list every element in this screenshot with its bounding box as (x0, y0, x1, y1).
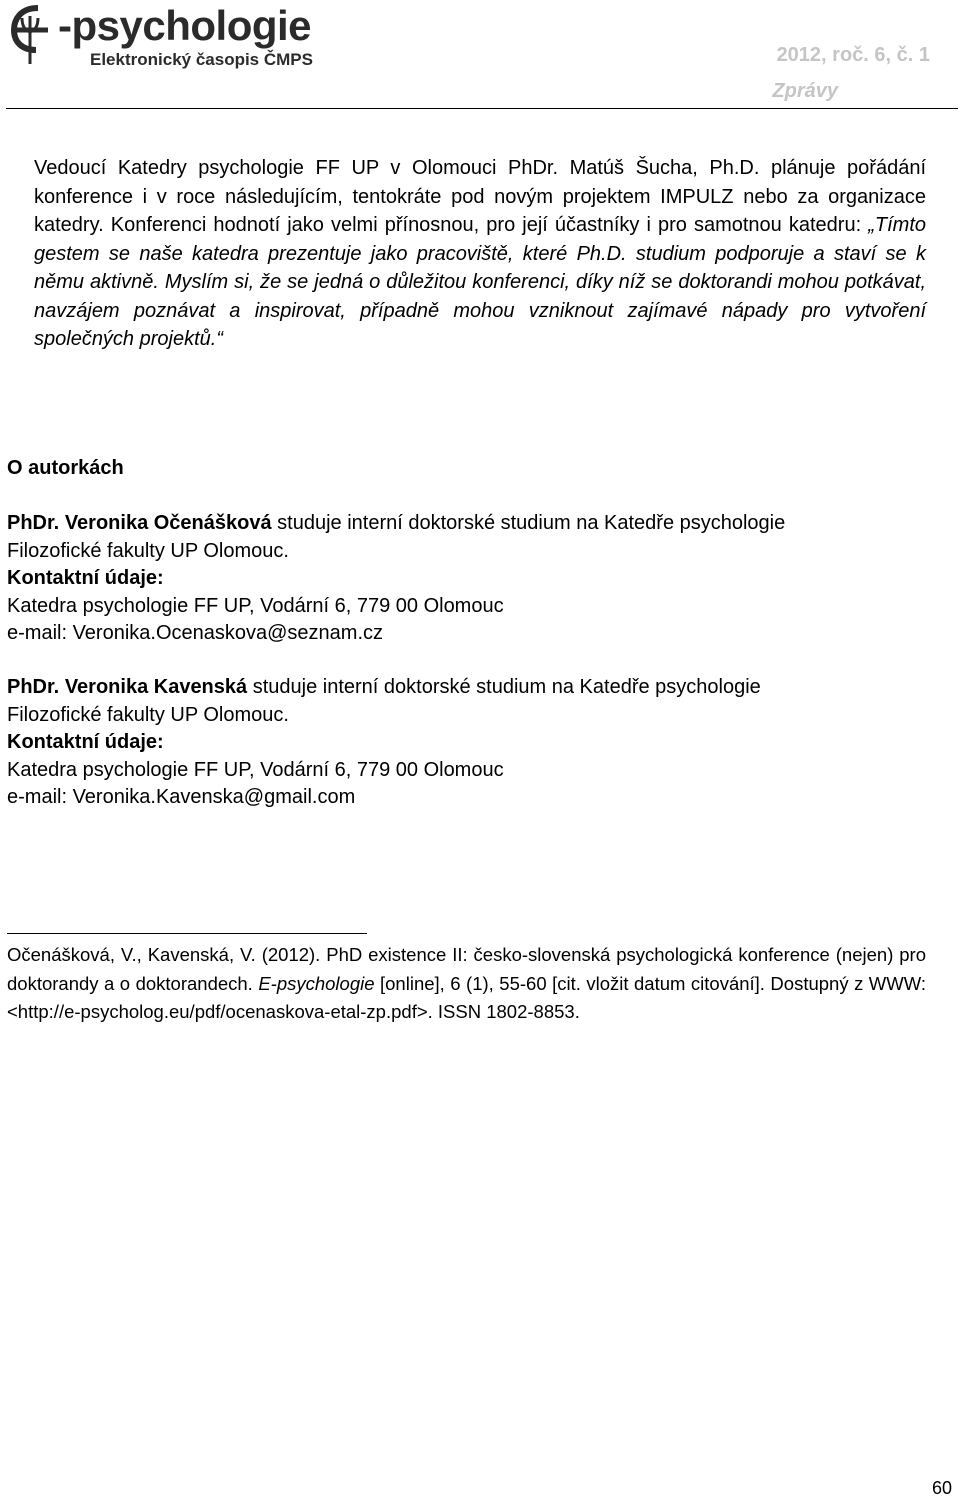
logo-title: -psychologie (58, 2, 312, 49)
author-address: Katedra psychologie FF UP, Vodární 6, 779 00 Olomouc (7, 758, 504, 781)
author-description-cont: Filozofické fakulty UP Olomouc. (7, 539, 289, 562)
author-email[interactable]: e-mail: Veronika.Kavenska@gmail.com (7, 786, 356, 808)
author-name: Veronika Očenášková (64, 512, 272, 534)
authors-heading: O autorkách (7, 457, 124, 479)
intro-first-line (7, 154, 926, 354)
contact-label: Kontaktní údaje: (7, 567, 164, 589)
author-block (7, 674, 937, 812)
author-block (7, 510, 937, 648)
journal-logo (8, 2, 358, 76)
citation-text-rest: [online], 6 (1), 55-60 [cit. vložit datum citování]. Dostupný z WWW: <http://e-psycholog.eu/pdf/ocenaskova-etal-zp.pdf>. ISSN 1802-8853. (7, 972, 926, 1022)
citation-block (7, 941, 926, 1027)
author-email[interactable]: e-mail: Veronika.Ocenaskova@seznam.cz (7, 622, 384, 644)
citation-journal: E-psychologie (258, 972, 375, 994)
author-address: Katedra psychologie FF UP, Vodární 6, 779 00 Olomouc (7, 594, 504, 617)
page-number: 60 (931, 1478, 952, 1498)
e-psi-logo-icon (8, 2, 62, 68)
author-description: studuje interní doktorské studium na Katedře psychologie (271, 512, 786, 534)
logo-subtitle: Elektronický časopis ČMPS (90, 50, 313, 69)
author-title: PhDr. (7, 512, 60, 534)
intro-line1-text: Vedoucí Katedry psychologie FF UP v Olomouci PhDr. Matúš Šucha, Ph.D. plánuje (34, 157, 836, 179)
footnote-divider (7, 933, 367, 934)
page-header (0, 0, 960, 112)
intro-body-text: pořádání konference i v roce následujícím, tentokráte pod novým projektem IMPULZ nebo za organizace katedry. Konferenci hodnotí jako velmi přínosnou, pro její účastníky i pro samotnou katedru: (34, 157, 927, 236)
author-title: PhDr. (7, 676, 60, 698)
header-divider (6, 108, 958, 109)
intro-quote: „Tímto gestem se naše katedra prezentuje jako pracoviště, které Ph.D. studium podporuje a staví se k němu aktivně. Myslím si, že se jedná o důležitou konferenci, díky níž se doktorandi mohou potkávat, navzájem poznávat a inspirovat, případně mohou vzniknout zajímavé nápady pro vytvoření společných projektů.“ (34, 214, 926, 350)
citation-text: Očenášková, V., Kavenská, V. (2012). PhD existence II: česko-slovenská psychologická konference (nejen) pro doktorandy a o doktorandech. (7, 944, 926, 994)
intro-paragraph (7, 154, 926, 354)
issue-info: 2012, roč. 6, č. 1 (776, 44, 930, 66)
author-name: Veronika Kavenská (64, 676, 248, 698)
author-description: studuje interní doktorské studium na Katedře psychologie (247, 676, 761, 698)
contact-label: Kontaktní údaje: (7, 731, 164, 753)
section-label: Zprávy (772, 80, 838, 102)
author-description-cont: Filozofické fakulty UP Olomouc. (7, 703, 289, 726)
